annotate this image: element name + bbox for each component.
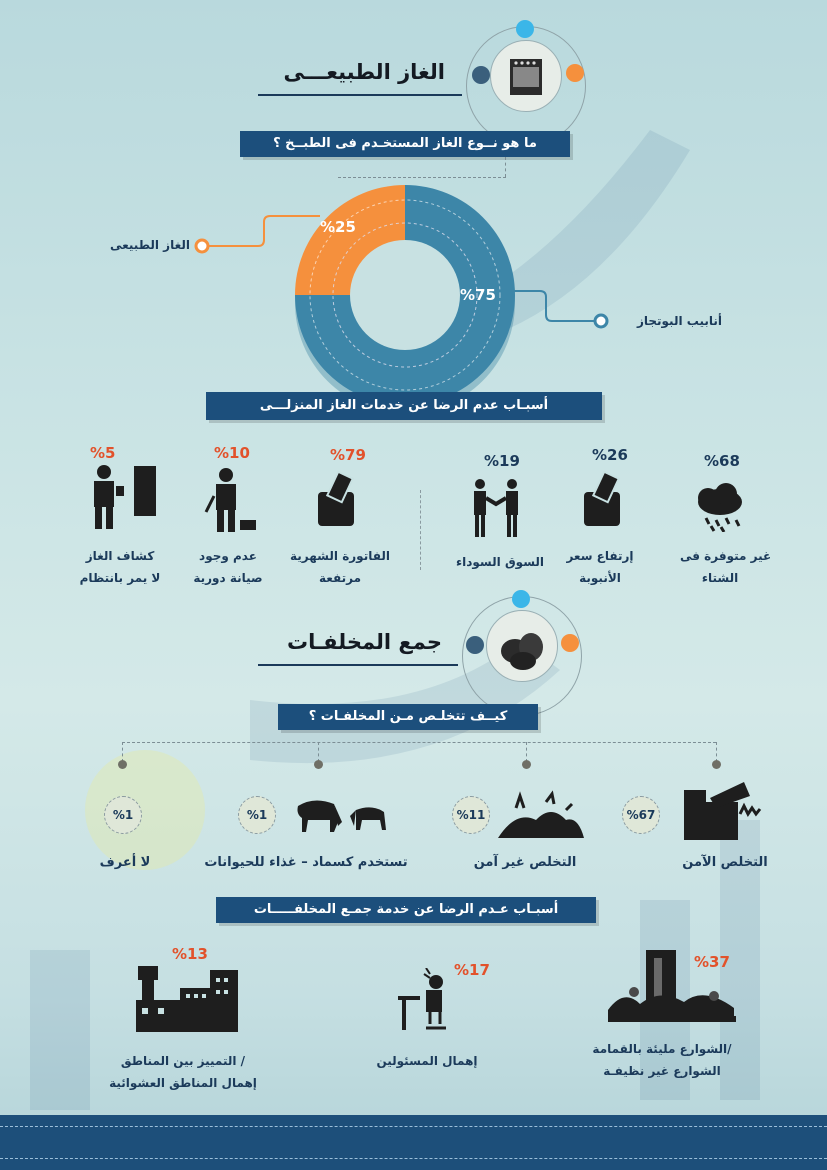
waste-pct-circle: %11 — [452, 796, 490, 834]
waste-dissatisfaction-banner: أسبـاب عـدم الرضا عن خدمة جمـع المخلفـــــات — [216, 897, 596, 923]
legend-cylinders: أنابيب البوتجاز — [636, 314, 722, 328]
waste-method-label: تستخدم كسماد – غذاء للحيوانات — [204, 855, 408, 870]
footer-stitch — [0, 1158, 827, 1159]
ballot-box-icon — [314, 470, 364, 530]
waste-pct-circle: %67 — [622, 796, 660, 834]
waste-reason-pct: %17 — [454, 961, 490, 979]
waste-question-banner: كيــف تتخلـص مـن المخلفـات ؟ — [278, 704, 538, 730]
rain-cloud-icon — [690, 482, 750, 532]
header-dot-navy — [466, 636, 484, 654]
meter-reader-icon — [86, 462, 162, 532]
tree-connector — [526, 742, 527, 762]
slice-label-natural-gas: %25 — [320, 218, 356, 236]
ballot-box-icon — [578, 470, 628, 530]
waste-method-label: لا أعرف — [99, 855, 151, 870]
header-dot-blue — [516, 20, 534, 38]
header-dot-blue — [512, 590, 530, 608]
leader-natural-gas — [190, 210, 330, 260]
gas-reason-label: إرتفاع سعر الأنبوبة — [566, 549, 634, 585]
tree-connector — [122, 742, 716, 743]
waste-reason-pct: %13 — [172, 945, 208, 963]
gas-reason-label: عدم وجود صيانة دورية — [193, 549, 263, 585]
waste-pct-circle: %1 — [104, 796, 142, 834]
footer-bar — [0, 1115, 827, 1170]
waste-method-label: التخلص غير آمن — [473, 855, 577, 870]
header-dot-navy — [472, 66, 490, 84]
stove-icon — [491, 41, 561, 111]
leader-cylinders — [500, 285, 620, 335]
waste-reason-pct: %37 — [694, 953, 730, 971]
trash-bags-icon-circle — [486, 610, 558, 682]
legend-natural-gas: الغاز الطبيعى — [109, 238, 190, 252]
handshake-icon — [464, 476, 528, 540]
dirty-street-icon — [604, 948, 744, 1028]
gas-reason-label: السوق السوداء — [456, 555, 545, 569]
waste-pct-circle: %1 — [238, 796, 276, 834]
gas-reason-label: كشاف الغاز لا يمر بانتظام — [79, 549, 161, 585]
title-underline — [258, 664, 458, 666]
tree-connector — [122, 742, 123, 762]
trash-bags-icon — [487, 611, 557, 681]
waste-section-title: جمع المخلفـات — [286, 630, 442, 654]
waste-method-label: التخلص الآمن — [682, 855, 768, 870]
waste-reason-label: الشوارع مليئة بالقمامة/ الشوارع غير نظيفـة — [592, 1042, 732, 1078]
tree-connector — [318, 742, 319, 762]
gas-reason-pct: %26 — [592, 446, 628, 464]
tree-connector — [716, 742, 717, 762]
tree-node — [314, 760, 323, 769]
dump-truck-icon — [680, 774, 764, 844]
gas-reason-label: غير متوفرة فى الشتاء — [680, 549, 772, 585]
gas-reason-pct: %5 — [90, 444, 116, 462]
gas-question-banner: ما هو نــوع الغاز المستخـدم فى الطبــخ ؟ — [240, 131, 570, 157]
garbage-pile-icon — [496, 790, 586, 842]
title-underline — [258, 94, 462, 96]
worker-icon — [200, 466, 264, 534]
gas-donut-chart — [280, 170, 530, 420]
grazing-animals-icon — [294, 796, 390, 834]
waste-reason-label: التمييز بين المناطق / إهمال المناطق العشوائية — [109, 1054, 257, 1090]
gas-reason-label: الفاتورة الشهرية مرتفعة — [290, 549, 390, 585]
slum-buildings-icon — [132, 962, 242, 1036]
divider — [420, 490, 421, 570]
tree-node — [712, 760, 721, 769]
gas-reason-pct: %19 — [484, 452, 520, 470]
sleeping-official-icon — [396, 968, 456, 1034]
slice-label-cylinders: %75 — [460, 286, 496, 304]
header-dot-orange — [566, 64, 584, 82]
footer-stitch — [0, 1126, 827, 1127]
header-dot-orange — [561, 634, 579, 652]
gas-dissatisfaction-banner: أسبـاب عدم الرضا عن خدمات الغاز المنزلـــى — [206, 392, 602, 420]
tree-node — [118, 760, 127, 769]
gas-reason-pct: %79 — [330, 446, 366, 464]
gas-reason-pct: %10 — [214, 444, 250, 462]
stove-icon-circle — [490, 40, 562, 112]
gas-section-title: الغاز الطبيعـــى — [283, 60, 445, 84]
waste-reason-label: إهمال المسئولين — [376, 1054, 478, 1068]
gas-reason-pct: %68 — [704, 452, 740, 470]
tree-node — [522, 760, 531, 769]
